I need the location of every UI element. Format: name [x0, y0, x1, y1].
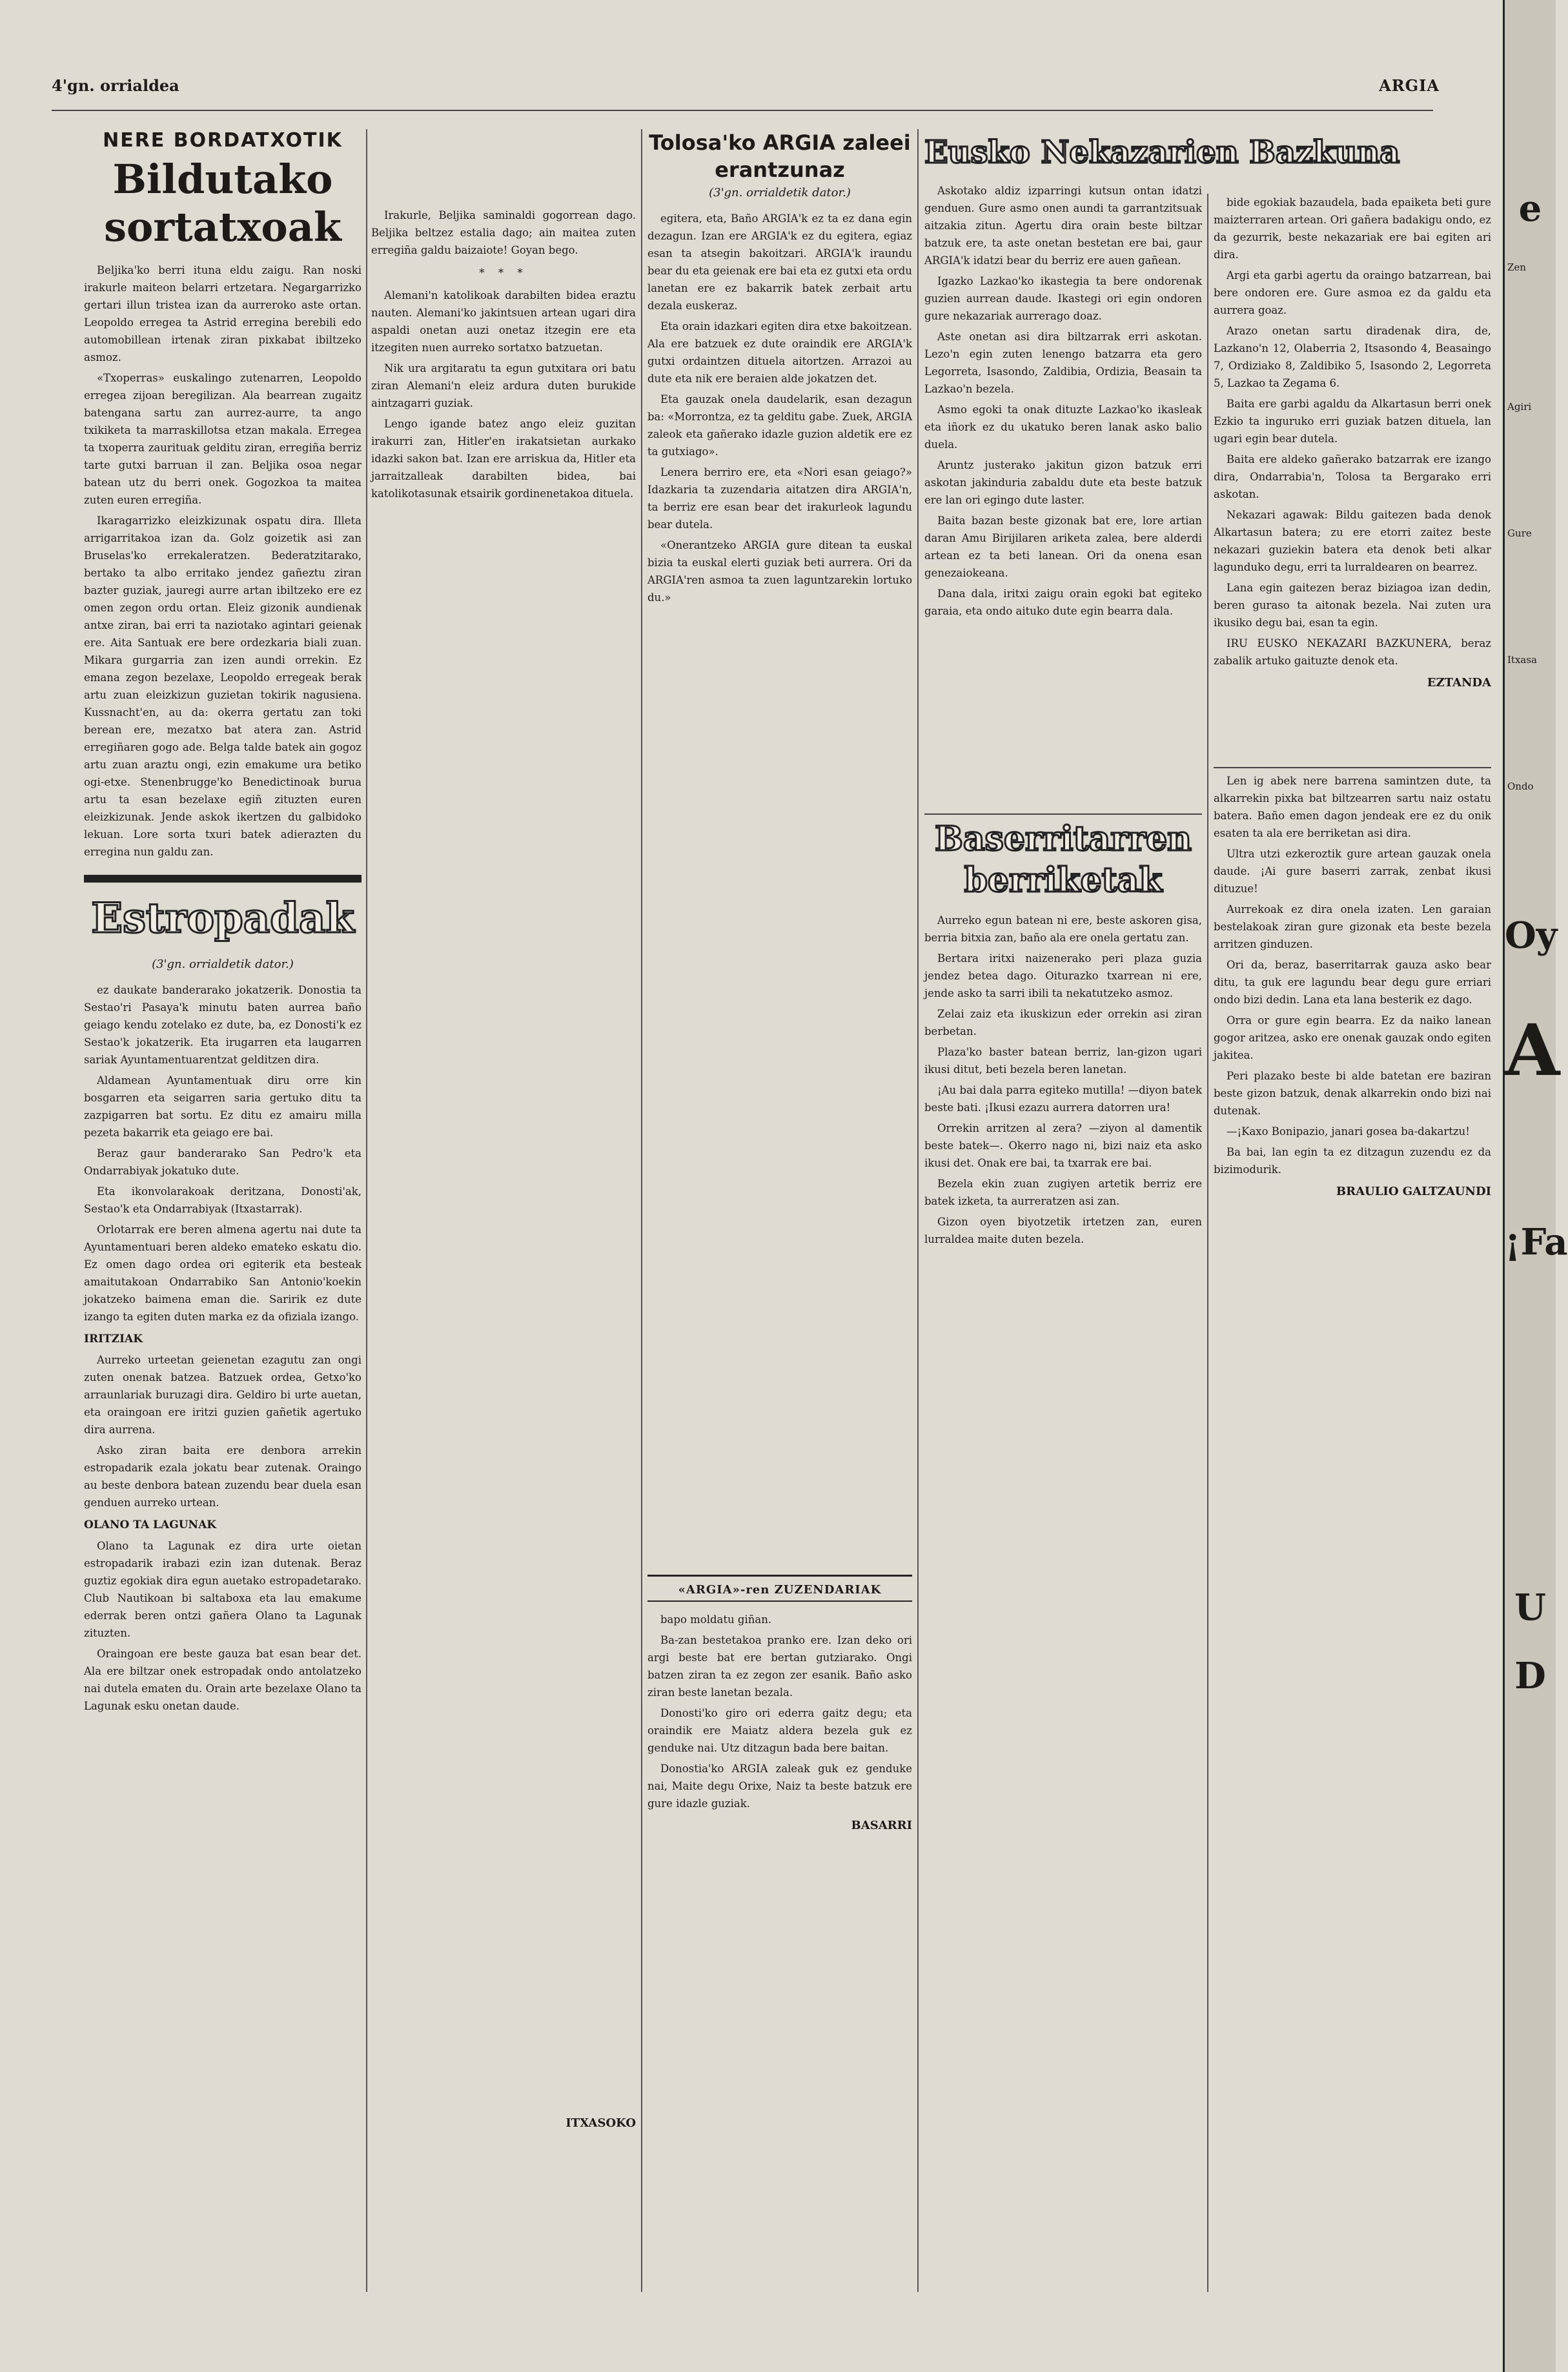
paragraph: Ori da, beraz, baserritarrak gauza asko bear ditu, ta guk ere lagundu bear degu gure erriari ondo bizi dedin. Lana eta lana besterik ez dago.	[1214, 959, 1491, 1006]
column-1	[84, 129, 361, 2292]
paragraph: Orrekin arritzen al zera? —ziyon al damentik beste batek—. Okerro nago ni, bizi naiz eta asko ikusi det. Onak ere bai, ta txarrak ere bai.	[924, 1122, 1202, 1169]
column-3	[647, 129, 912, 2292]
paragraph: —¡Kaxo Bonipazio, janari gosea ba-dakartzu!	[1227, 1125, 1470, 1138]
edge-fragment: Oy	[1505, 914, 1558, 957]
paragraph: Nekazari agawak: Bildu gaitezen bada denok Alkartasun batera; zu ere etorri zaitez beste nekazari guziekin batera eta denok beti alkar lagunduko degu, erri ta lurraldearen on bearrez.	[1214, 509, 1491, 573]
editorial-box: «ARGIA»-ren ZUZENDARIAK	[647, 1575, 912, 1602]
paragraph: ¡Au bai dala parra egiteko mutilla! —diyon batek beste bati. ¡Ikusi ezazu aurrera datorren ura!	[924, 1084, 1202, 1114]
paragraph: Aldamean Ayuntamentuak diru orre kin bosgarren eta seigarren saria gertuko ditu ta zazpigarren bat sortu. Ez ditu ez amairu milla pezeta bakarrik eta geiago ere bai.	[84, 1074, 361, 1139]
article-title-eusko: Eusko Nekazarien Bazkuna	[924, 134, 1400, 170]
paragraph: Gizon oyen biyotzetik irtetzen zan, euren lurraldea maite duten bezela.	[924, 1216, 1202, 1245]
adjacent-page-edge	[1503, 0, 1568, 2372]
edge-fragment: A	[1505, 1008, 1560, 1092]
paragraph: Zelai zaiz eta ikuskizun eder orrekin asi ziran berbetan.	[924, 1008, 1202, 1038]
edge-fragment: U	[1514, 1586, 1546, 1629]
subheading: OLANO TA LAGUNAK	[84, 1518, 217, 1531]
section-kicker: NERE BORDATXOTIK	[103, 129, 343, 152]
paragraph: Beljika'ko berri ituna eldu zaigu. Ran noski irakurle maiteon belarri ertzetara. Negargarrizko gertari illun tristea izan da aurreroko aste ortan. Leopoldo erregea ta Astrid erregina berebili edo automobillean irtenak ziran pixkabat ibiltzeko asmoz.	[84, 264, 361, 363]
paragraph: egitera, eta, Baño ARGIA'k ez ta ez dana egin dezagun. Izan ere ARGIA'k ez du egitera, egiaz esan ta atsegin bakoitzari. ARGIA'k iraundu bear du eta geienak ere bai eta ez gutxi eta ordu lanetan ere ez bakarrik batek zerbait artu dezala euskeraz.	[647, 212, 912, 312]
paragraph: Ultra utzi ezkeroztik gure artean gauzak onela daude. ¡Ai gure baserri zarrak, zenbat ikusi dituzue!	[1214, 848, 1491, 895]
section-divider	[84, 875, 361, 883]
column-2	[371, 207, 636, 2369]
paragraph: Oraingoan ere beste gauza bat esan bear det. Ala ere biltzar onek estropadak ondo antolatzeko nai dutela ematen du. Orain arte bezelaxe Olano ta Lagunak esku onetan daude.	[84, 1648, 361, 1712]
edge-fragment: Itxasa	[1507, 654, 1537, 666]
separator-stars: * * *	[479, 267, 528, 279]
signature: BRAULIO GALTZAUNDI	[1336, 1185, 1491, 1198]
paragraph: Baita ere garbi agaldu da Alkartasun berri onek Ezkio ta inguruko erri guziak batzen dituela, lan ugari egin bear dutela.	[1214, 398, 1491, 445]
paragraph: Aste onetan asi dira biltzarrak erri askotan. Lezo'n egin zuten lenengo batzarra eta gero Legorreta, Isasondo, Zaldibia, Ordizia, Beasain ta Lazkao'n bezela.	[924, 331, 1202, 395]
paragraph: Aruntz justerako jakitun gizon batzuk erri askotan jakinduria zabaldu dute eta beste batzuk ere lan ori egingo dute laster.	[924, 459, 1202, 506]
signature: ITXASOKO	[565, 2116, 636, 2130]
paragraph: Lana egin gaitezen beraz biziagoa izan dedin, beren guraso ta aitonak bezela. Nai zuten ura ikusiko degu bai, esan ta egin.	[1214, 582, 1491, 629]
paragraph: «Txoperras» euskalingo zutenarren, Leopoldo erregea zijoan beregilizan. Ala bearrean zugaitz batengana sartu zan aurrez-aurre, ta ango txikiketa ta marraskillotsa etzan makala. Erregea ta txoperra zaurituak gelditu ziran, erregiña berriz tarte gutxi barruan il zan. Beljika osoa negar batean utz du berri onek. Gogozkoa ta maitea zuten euren erregiña.	[84, 372, 361, 506]
column-rule	[1207, 194, 1208, 2292]
paragraph: Lenera berriro ere, eta «Nori esan geiago?» Idazkaria ta zuzendaria aitatzen dira ARGIA'n, ta berriz ere esan bear det irakurleok lagundu bear dutela.	[647, 466, 912, 531]
edge-fragment: Ondo	[1507, 781, 1534, 792]
paragraph: Aurreko egun batean ni ere, beste askoren gisa, berria bitxia zan, baño ala ere onela gertatu zan.	[924, 914, 1202, 944]
newspaper-name: ARGIA	[1379, 76, 1440, 95]
paragraph: Len ig abek nere barrena samintzen dute, ta alkarrekin pixka bat biltzearren sartu naiz ostatu batera. Baño emen dagon jendeak ere ez du onik esaten ta ala ere berriketan asi dira.	[1214, 775, 1491, 839]
section-divider	[1214, 767, 1491, 768]
paragraph: «Onerantzeko ARGIA gure ditean ta euskal bizia ta euskal elerti guziak beti aurrera. Ori da ARGIA'ren asmoa ta zuen laguntzarekin lortuko du.»	[647, 539, 912, 604]
paragraph: Bertara iritxi naizenerako peri plaza guzia jendez betea dago. Oiturazko txarrean ni ere, jende asko ta sarri ibili ta nekatutzeko asmoz.	[924, 952, 1202, 999]
article-title-tolosa: Tolosa'ko ARGIA zaleei erantzunaz	[649, 130, 911, 182]
paragraph: Askotako aldiz izparringi kutsun ontan idatzi genduen. Gure asmo onen aundi ta garrantzitsuak aitzakia zitun. Agertu dira orain beste biltzar batzuk ere, ta aste onetan bestetan ere bai, gaur ARGIA'k idatzi bear du berriz ere auen gañean.	[924, 185, 1202, 267]
edge-fragment: e	[1518, 187, 1542, 230]
byline: (3'gn. orrialdetik dator.)	[709, 186, 851, 199]
signature: BASARRI	[851, 1819, 912, 1832]
paragraph: Asmo egoki ta onak dituzte Lazkao'ko ikasleak eta iñork ez du ukatuko beren lanak asko balio duela.	[924, 404, 1202, 451]
column-rule	[366, 129, 367, 2292]
paragraph: Alemani'n katolikoak darabilten bidea eraztu nauten. Alemani'ko jakintsuen artean ugari dira aspaldi onetan auzi onetaz itzegin ere eta itzegiten nuen aurreko sortatxo batzuetan.	[371, 289, 636, 354]
paragraph: Eta gauzak onela daudelarik, esan dezagun ba: «Morrontza, ez ta gelditu gabe. Zuek, ARGIA zaleok eta gañerako idazle guzion aldetik ere ez ta gutxiago».	[647, 393, 912, 458]
article-title-bildutako: Bildutako sortatxoak	[104, 156, 341, 250]
paragraph: Beraz gaur banderarako San Pedro'k eta Ondarrabiyak jokatuko dute.	[84, 1147, 361, 1177]
byline: (3'gn. orrialdetik dator.)	[152, 957, 294, 971]
edge-fragment: D	[1514, 1655, 1546, 1697]
paragraph: Orlotarrak ere beren almena agertu nai dute ta Ayuntamentuari beren aldeko emateko eskatu dio. Ez omen dago ordea ori egiterik eta besteak amaitutakoan Ondarrabiko San Antonio'koekin jokatzeko baimena eman die. Saririk ez dute izango ta egiten duten marka ez da ofiziala izango.	[84, 1223, 361, 1323]
edge-fragment: Zen	[1507, 261, 1526, 273]
signature: EZTANDA	[1427, 676, 1491, 690]
paragraph: Asko ziran baita ere denbora arrekin estropadarik ezala jokatu bear zutenak. Oraingo au beste denbora batean zuzendu bear duela esan genduen aurreko urtean.	[84, 1444, 361, 1509]
paragraph: IRU EUSKO NEKAZARI BAZKUNERA, beraz zabalik artuko gaituzte denok eta.	[1214, 637, 1491, 667]
subheading: IRITZIAK	[84, 1333, 143, 1345]
paragraph: Baita bazan beste gizonak bat ere, lore artian daran Amu Birijilaren ariketa zalea, bere alderdi artean ez ta beti lanean. Ori da onena esan genezaiokeana.	[924, 515, 1202, 579]
section-divider	[924, 813, 1202, 815]
paragraph: Nik ura argitaratu ta egun gutxitara ori batu ziran Alemani'n eleiz ardura duten burukide aintzagarri guziak.	[371, 362, 636, 409]
paragraph: Aurreko urteetan geienetan ezagutu zan ongi zuten onenak batzea. Batzuek ordea, Getxo'ko arraunlariak buruzagi dira. Geldiro bi urte auetan, eta oraingoan ere iritzi guzien gañetik agertuko dira aurrena.	[84, 1354, 361, 1436]
paragraph: Donostia'ko ARGIA zaleak guk ez genduke nai, Maite degu Orixe, Naiz ta beste batzuk ere gure idazle guziak.	[647, 1763, 912, 1810]
edge-fragment: ¡Fa	[1505, 1221, 1568, 1263]
paragraph: Ikaragarrizko eleizkizunak ospatu dira. Illeta arrigarritakoa izan da. Golz goizetik asi zan Bruselas'ko errekaleratzen. Bederatzitarako, bertako ta albo erritako jendez gañeztu ziran bazter guziak, jauregi aurre artan ibiltzeko ere ez omen zegon ordu ortan. Eleiz gizonik aundienak antxe ziran, bai erri ta naziotako agintari geienak ere. Aita Santuak ere bere ordezkaria biali zuan. Mikara gurgarria zan izen aundi orrekin. Ez emana zegon bezelaxe, Leopoldo erregeak berak artu zuan eleizkizun guzietan tokirik nagusiena. Kussnacht'en, au da: okerra gertatu zan toki berean ere, mezatxo bat atera zan. Astrid erregiñaren gogo ade. Belga talde batek ain gogoz artu zuan araztu ongi, ezin emakume ura betiko ogi-etxe. Stenenbrugge'ko Benedictinoak burua artu ta esan bezelaxe egiñ zituzten euren eleizkizunak. Jende askok ikertzen du galbidoko lekuan. Lore sorta txuri batek adierazten du erregina nun galdu zan.	[84, 515, 361, 858]
edge-fragment: Agiri	[1507, 401, 1532, 413]
paragraph: Eta orain idazkari egiten dira etxe bakoitzean. Ala ere batzuek ez dute oraindik ere ARGIA'k gutxi ordaintzen dituela aitortzen. Arrazoi au dute eta nik ere beraien alde jokatzen det.	[647, 320, 912, 385]
paragraph: Olano ta Lagunak ez dira urte oietan estropadarik irabazi ezin izan dutenak. Beraz guztiz egokiak dira egun auetako estropadetarako. Club Nautikoan bi saltaboxa eta lau emakume ederrak beren ontzi gañera Olano ta Lagunak zituzten.	[84, 1540, 361, 1639]
paragraph: Plaza'ko baster batean berriz, lan-gizon ugari ikusi ditut, beti bezela beren lanetan.	[924, 1046, 1202, 1076]
paragraph: Igazko Lazkao'ko ikastegia ta bere ondorenak guzien aurrean daude. Ikastegi ori egin ondoren gure nekazariak aurrerago doaz.	[924, 275, 1202, 322]
paragraph: Irakurle, Beljika saminaldi gogorrean dago. Beljika beltzez estalia dago; ain maitea zuten erregiña galdu baizaiote! Goyan bego.	[371, 209, 636, 256]
column-5	[1214, 194, 1491, 2357]
column-rule	[917, 129, 919, 2292]
paragraph: Orra or gure egin bearra. Ez da naiko lanean gogor aritzea, asko ere onenak gauzak ondo egiten jakitea.	[1214, 1014, 1491, 1061]
paragraph: Peri plazako beste bi alde batetan ere baziran beste gizon batzuk, denak alkarrekin ondo bizi nai dutenak.	[1214, 1070, 1491, 1117]
page-number: 4'gn. orrialdea	[52, 76, 179, 95]
paragraph: Arazo onetan sartu diradenak dira, de, Lazkano'n 12, Olaberria 2, Itsasondo 4, Beasaingo 7, Ordiziako 8, Zaldibiko 5, Isasondo 2, Legorreta 5, Lazkao ta Zegama 6.	[1214, 325, 1491, 389]
header-rule	[52, 110, 1433, 111]
paragraph: Lengo igande batez ango eleiz guzitan irakurri zan, Hitler'en irakatsietan aurkako idazki sakon bat. Izan ere arriskua da, Hitler eta jarraitzalleak darabilten bidea, bai katolikotasunak etsairik gordinenetakoa dituela.	[371, 418, 636, 500]
paragraph: bapo moldatu giñan.	[660, 1613, 772, 1626]
column-rule	[641, 129, 642, 2292]
paragraph: ez daukate banderarako jokatzerik. Donostia ta Sestao'ri Pasaya'k minutu baten aurrea baño geiago kendu zotelako ez dute, ba, ez Donosti'k ez Sestao'k jokatzerik. Eta irugarren eta laugarren sariak Ayuntamentuarentzat gelditzen dira.	[84, 984, 361, 1066]
paragraph: Dana dala, iritxi zaigu orain egoki bat egiteko garaia, eta ondo aituko dute egin bearra dala.	[924, 588, 1202, 617]
paragraph: Ba bai, lan egin ta ez ditzagun zuzendu ez da bizimodurik.	[1214, 1146, 1491, 1176]
page-header	[52, 71, 1440, 103]
article-title-baserritarren: Baserritarren berriketak	[935, 819, 1192, 900]
edge-fragment: Gure	[1507, 527, 1532, 539]
paragraph: Aurrekoak ez dira onela izaten. Len garaian bestelakoak ziran gure gizonak eta beste bezela arritzen ginduzen.	[1214, 903, 1491, 950]
paragraph: Ba-zan bestetakoa pranko ere. Izan deko ori argi beste bat ere bertan gutziarako. Ongi batzen ziran ta ez zegon zer esanik. Baño asko ziran beste lanetan bezala.	[647, 1634, 912, 1699]
article-title-estropadak: Estropadak	[91, 894, 354, 943]
paragraph: Baita ere aldeko gañerako batzarrak ere izango dira, Ondarrabia'n, Tolosa ta Bergarako erri askotan.	[1214, 453, 1491, 500]
paragraph: Eta ikonvolarakoak deritzana, Donosti'ak, Sestao'k eta Ondarrabiyak (Itxastarrak).	[84, 1185, 361, 1215]
paragraph: Bezela ekin zuan zugiyen artetik berriz ere batek izketa, ta aurreratzen asi zan.	[924, 1178, 1202, 1207]
paragraph: Argi eta garbi agertu da oraingo batzarrean, bai bere ondoren ere. Gure asmoa ez da galdu eta aurrera goaz.	[1214, 269, 1491, 316]
paragraph: Donosti'ko giro ori ederra gaitz degu; eta oraindik ere Maiatz aldera bezela guk ez genduke nai. Utz ditzagun bada bere baitan.	[647, 1707, 912, 1754]
paragraph: bide egokiak bazaudela, bada epaiketa beti gure maizterraren artean. Ori gañera badakigu ondo, ez da gezurrik, beste nekazariak ere bai egiten ari dira.	[1214, 196, 1491, 261]
